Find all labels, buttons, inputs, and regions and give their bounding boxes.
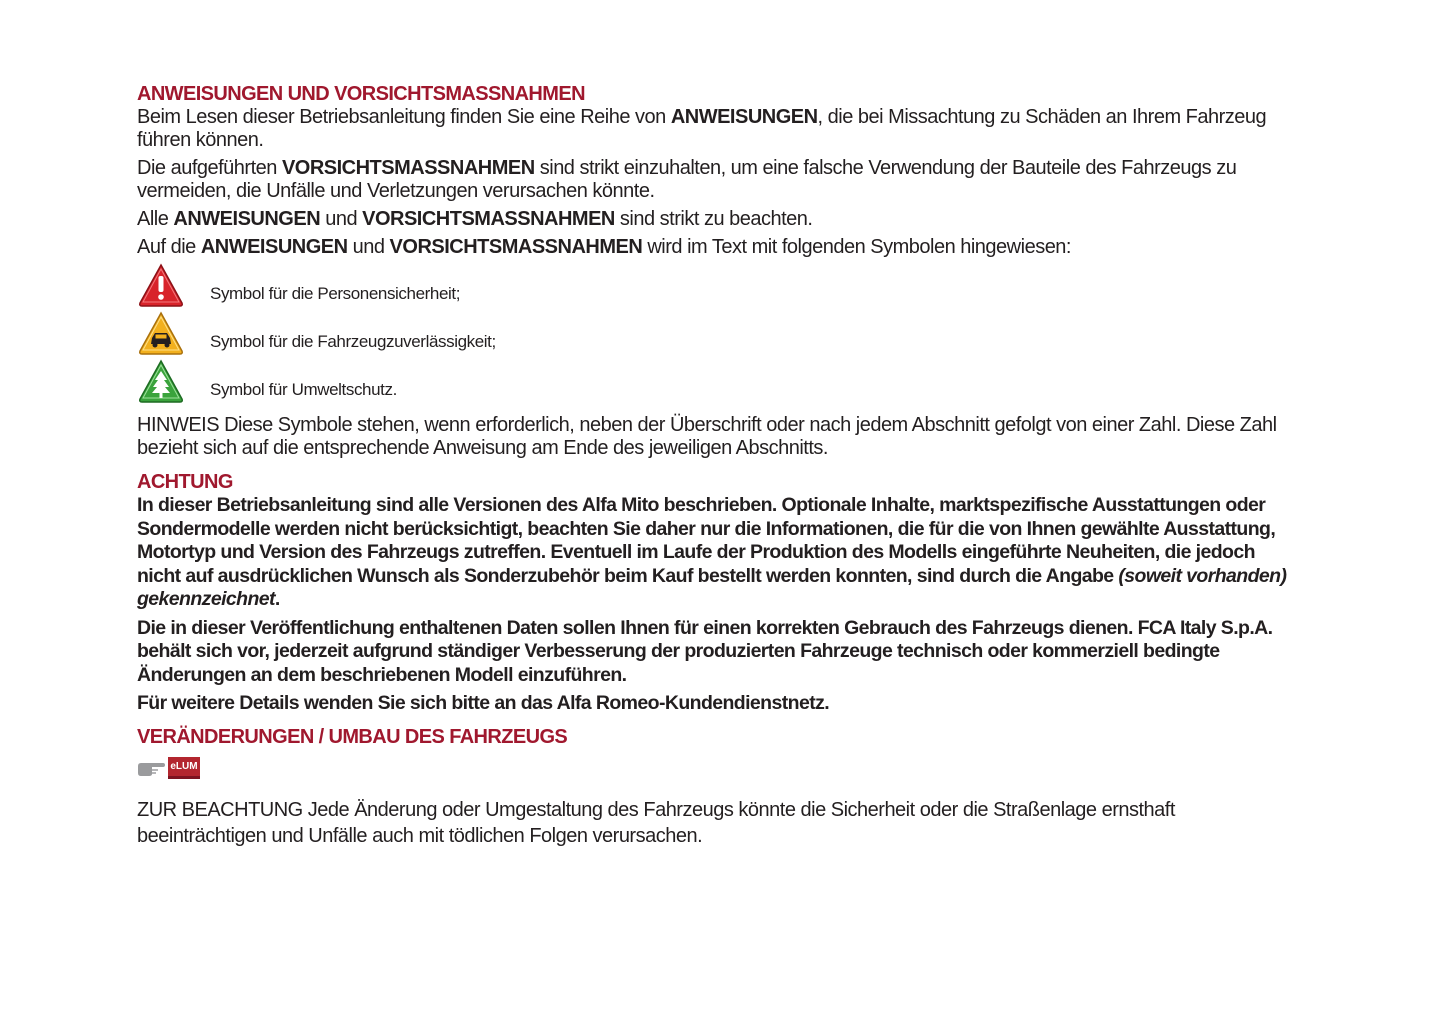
paragraph-precautions: Die aufgeführten VORSICHTSMASSNAHMEN sind strikt einzuhalten, um eine falsche Verwendung der Bauteile des Fahrzeugs zu vermeiden, die Unfälle und Verletzungen verursachen könnte. (137, 157, 1237, 202)
paragraph-data-usage: Die in dieser Veröffentlichung enthaltenen Daten sollen Ihnen für einen korrekten Gebrauch des Fahrzeugs dienen. FCA Italy S.p.A. behält sich vor, jederzeit aufgrund ständiger Verbesserung der produzierten Fahrzeuge technisch oder kommerziell bedingte Änderungen an dem beschriebenen Modell einzuführen. (137, 616, 1273, 686)
symbols-note: HINWEIS Diese Symbole stehen, wenn erforderlich, neben der Überschrift oder nach jedem Abschnitt gefolgt von einer Zahl. Diese Zahl bezieht sich auf die entsprechende Anweisung am Ende des jeweiligen Abschnitts. (137, 414, 1277, 459)
paragraph-instructions: Beim Lesen dieser Betriebsanleitung finden Sie eine Reihe von ANWEISUNGEN, die bei Missachtung zu Schäden an Ihrem Fahrzeug führen können. (137, 106, 1267, 151)
paragraph-versions: In dieser Betriebsanleitung sind alle Versionen des Alfa Mito beschrieben. Optionale Inhalte, marktspezifische Ausstattungen oder Sondermodelle werden nicht berücksichtigt, beachten Sie daher nur die Informationen, die für die von Ihnen gewählte Ausstattung, Motortyp und Version des Fahrzeugs zutreffen. Eventuell im Laufe der Produktion des Modells eingeführte Neuheiten, die jedoch nicht auf ausdrücklichen Wunsch als Sonderzubehör beim Kauf bestellt werden konnten, sind durch die Angabe (soweit vorhanden) gekennzeichnet. (137, 494, 1287, 610)
warning-exclamation-icon (137, 262, 185, 308)
symbol-list (137, 262, 1287, 406)
document-page (137, 82, 1287, 849)
symbol-label: Symbol für die Fahrzeugzuverlässigkeit; (210, 332, 496, 351)
symbol-row-personal-safety (137, 262, 1287, 310)
paragraph-symbols-intro: Auf die ANWEISUNGEN und VORSICHTSMASSNAHMEN wird im Text mit folgenden Symbolen hingewiesen: (137, 236, 1071, 258)
pointer-badge-row (137, 757, 1287, 787)
section-heading-modifications: VERÄNDERUNGEN / UMBAU DES FAHRZEUGS (137, 725, 568, 748)
paragraph-observe: Alle ANWEISUNGEN und VORSICHTSMASSNAHMEN sind strikt zu beachten. (137, 208, 813, 230)
symbol-label: Symbol für Umweltschutz. (210, 380, 397, 399)
elum-badge: eLUM (168, 757, 200, 779)
pointing-hand-icon (137, 761, 165, 777)
symbol-label: Symbol für die Personensicherheit; (210, 284, 461, 303)
car-warning-icon (137, 310, 185, 356)
paragraph-service-network: Für weitere Details wenden Sie sich bitte an das Alfa Romeo-Kundendienstnetz. (137, 692, 830, 714)
symbol-row-environment (137, 358, 1287, 406)
tree-warning-icon (137, 358, 185, 404)
section-heading-instructions: ANWEISUNGEN UND VORSICHTSMASSNAHMEN (137, 83, 585, 105)
modifications-note: ZUR BEACHTUNG Jede Änderung oder Umgestaltung des Fahrzeugs könnte die Sicherheit oder die Straßenlage ernsthaft beeinträchtigen und Unfälle auch mit tödlichen Folgen verursachen. (137, 798, 1175, 847)
section-heading-attention: ACHTUNG (137, 471, 233, 493)
symbol-row-vehicle-reliability (137, 310, 1287, 358)
